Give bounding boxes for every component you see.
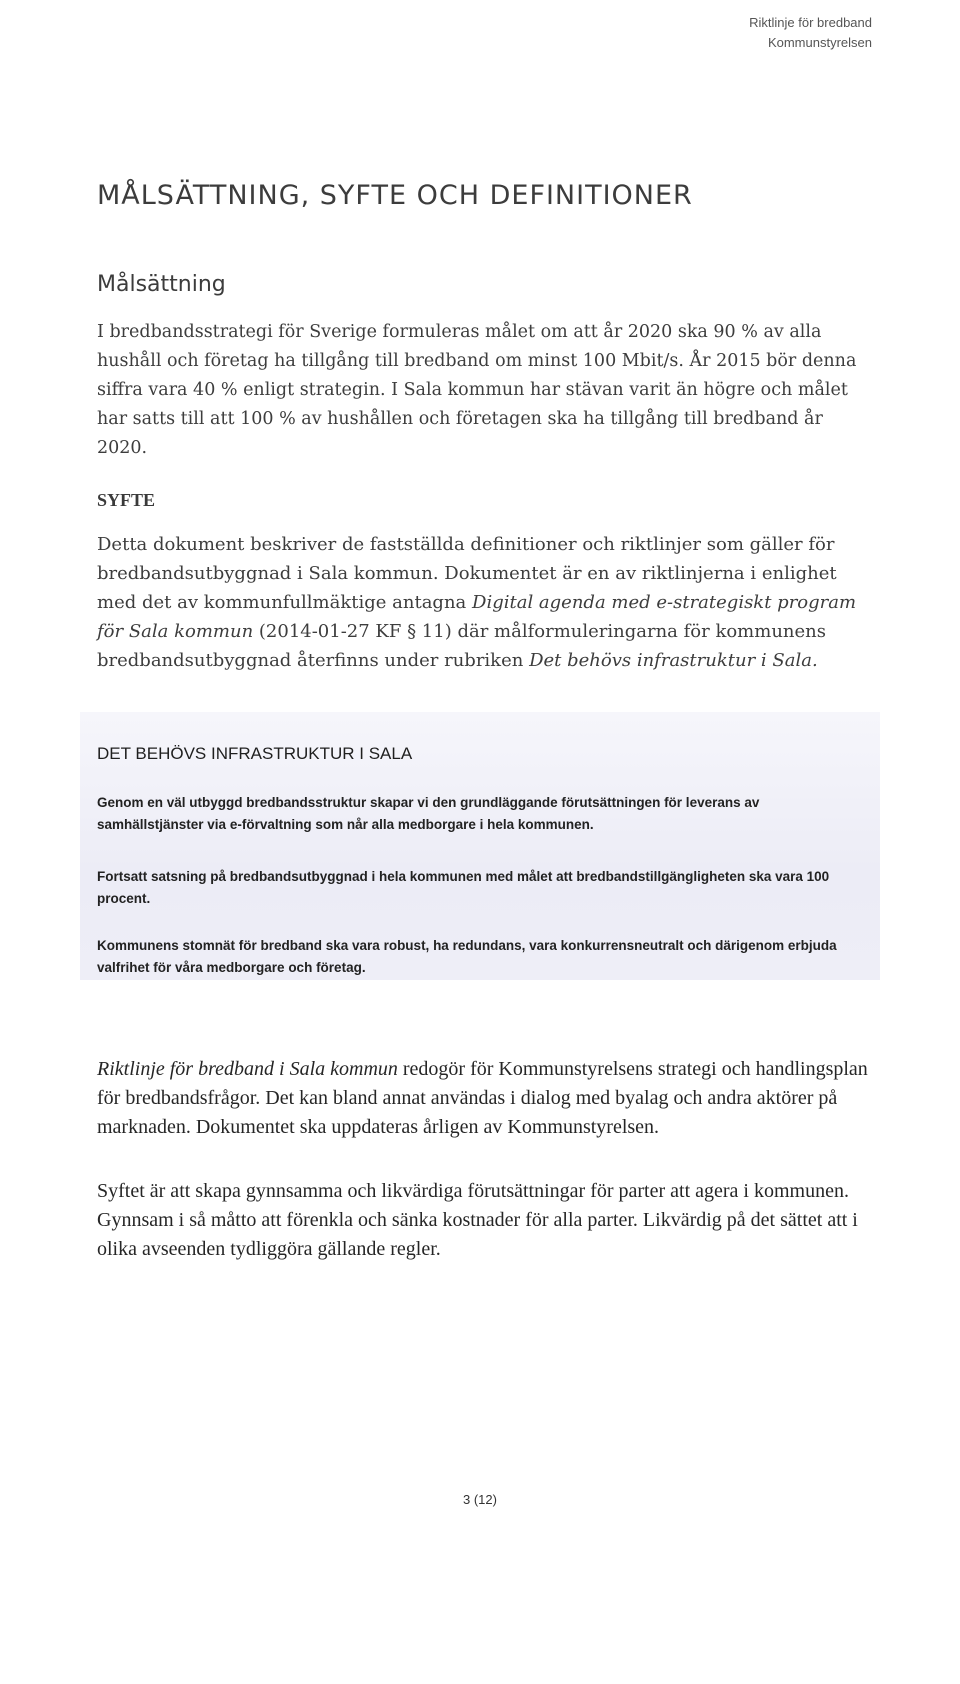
header-department: Kommunstyrelsen bbox=[767, 35, 872, 50]
syfte-italic-agenda: Digital agenda med e-strategiskt program för Sala kommun bbox=[97, 592, 857, 642]
box-paragraph-2: Fortsatt satsning på bredbandsutbyggnad i hela kommunen med målet att bredbandstillgängligheten ska vara 100 procent. bbox=[97, 869, 830, 906]
page-number: 3 (12) bbox=[463, 1492, 497, 1507]
syfte-italic-rubrik: Det behövs infrastruktur i Sala. bbox=[529, 650, 818, 671]
syfte-text-part-1: Detta dokument beskriver de fastställda definitioner och riktlinjer som gäller för bredbandsutbyggnad i Sala kommun. Dokumentet är en av riktlinjerna i enlighet med det av kommunfullmäktige antagna bbox=[97, 534, 837, 613]
running-header bbox=[749, 13, 872, 53]
section-heading-malsattning: Målsättning bbox=[97, 272, 226, 297]
box-title: DET BEHÖVS INFRASTRUKTUR I SALA bbox=[97, 744, 413, 763]
paragraph-riktlinje bbox=[97, 1055, 872, 1142]
box-paragraph-3: Kommunens stomnät för bredband ska vara robust, ha redundans, vara konkurrensneutralt och därigenom erbjuda valfrihet för våra medborgare och företag. bbox=[97, 938, 837, 975]
riktlinje-text: redogör för Kommunstyrelsens strategi och handlingsplan för bredbandsfrågor. Det kan bland annat användas i dialog med byalag och andra aktörer på marknaden. Dokumentet ska uppdateras årligen av Kommunstyrelsen. bbox=[97, 1058, 868, 1138]
paragraph-malsattning: I bredbandsstrategi för Sverige formuleras målet om att år 2020 ska 90 % av alla hushåll och företag ha tillgång till bredband om minst 100 Mbit/s. År 2015 bör denna siffra vara 40 % enligt strategin. I Sala kommun har stävan varit än högre och målet har satts till att 100 % av hushållen och företagen ska ha tillgång till bredband år 2020. bbox=[97, 322, 857, 458]
section-heading-syfte: SYFTE bbox=[97, 490, 156, 510]
paragraph-syftet: Syftet är att skapa gynnsamma och likvärdiga förutsättningar för parter att agera i kommunen. Gynnsam i så måtto att förenkla och sänka kostnader för alla parter. Likvärdig på det sättet att i olika avseenden tydliggöra gällande regler. bbox=[97, 1180, 858, 1260]
syfte-text-part-2: (2014-01-27 KF § 11) där målformuleringarna för kommunens bredbandsutbyggnad återfinns under rubriken bbox=[97, 621, 826, 671]
header-document-name: Riktlinje för bredband bbox=[749, 15, 872, 30]
riktlinje-italic-title: Riktlinje för bredband i Sala kommun bbox=[97, 1058, 398, 1080]
paragraph-syfte bbox=[97, 530, 872, 675]
page-title: MÅLSÄTTNING, SYFTE OCH DEFINITIONER bbox=[97, 180, 693, 211]
box-paragraph-1: Genom en väl utbyggd bredbandsstruktur skapar vi den grundläggande förutsättningen för leverans av samhällstjänster via e-förvaltning som når alla medborgare i hela kommunen. bbox=[97, 795, 760, 832]
